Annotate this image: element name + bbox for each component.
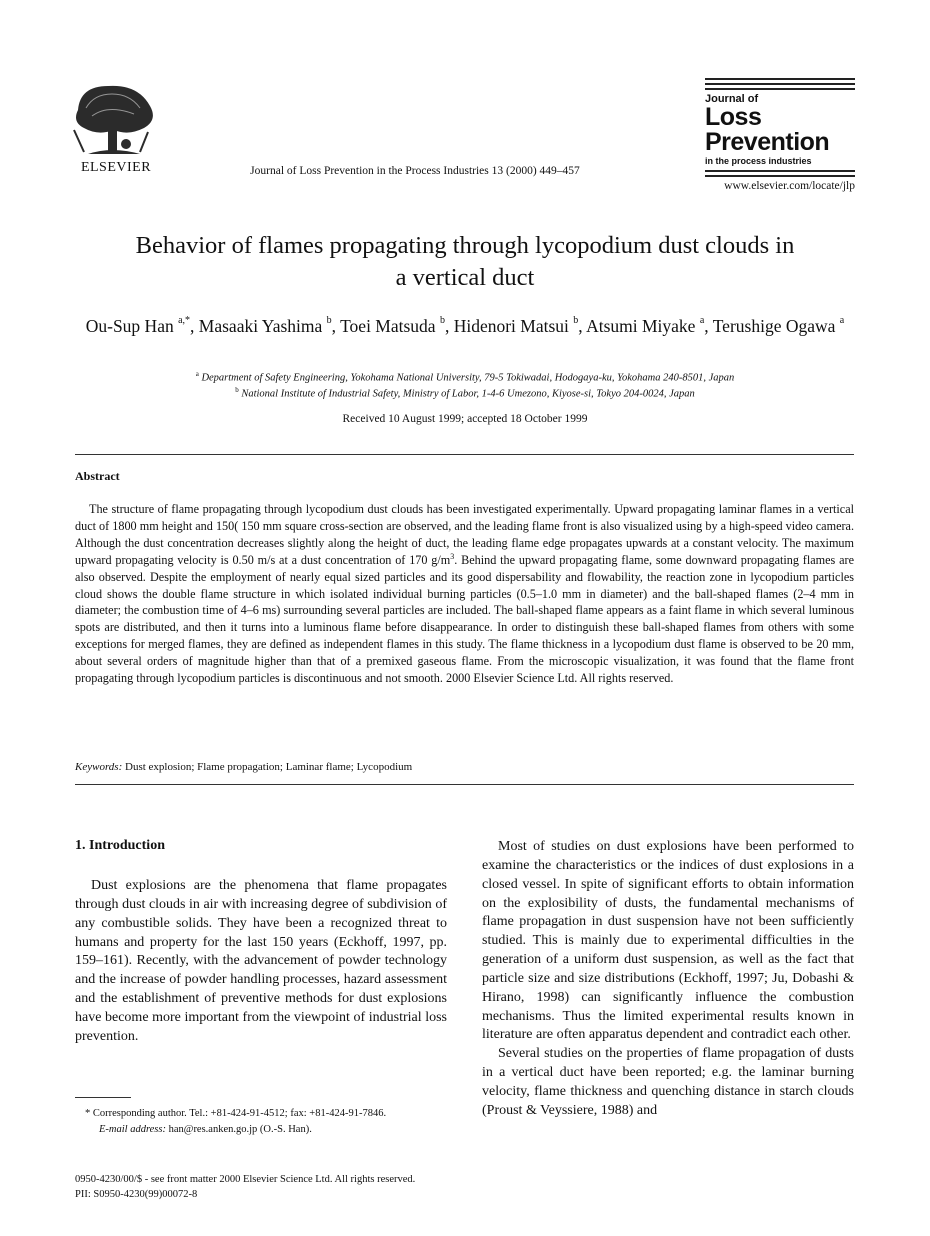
article-title (60, 230, 870, 294)
author-affil-mark: a,* (178, 315, 191, 326)
footnote-divider (75, 1097, 131, 1098)
abstract-heading: Abstract (75, 469, 120, 483)
logo-prevention: Prevention (705, 128, 830, 156)
email-line: E-mail address: han@res.anken.go.jp (O.-S. Han). (99, 1123, 312, 1135)
author-name: Terushige Ogawa (712, 315, 836, 336)
divider (75, 784, 854, 785)
author-affil-mark: a (839, 315, 845, 326)
author-name: Atsumi Miyake (586, 315, 696, 336)
logo-tagline: in the process industries (705, 156, 812, 166)
publisher-name: ELSEVIER (80, 160, 152, 175)
journal-logo (705, 78, 855, 180)
author-name: Hidenori Matsui (453, 315, 569, 336)
paragraph: Most of studies on dust explosions have been performed to examine the characteristics or the indices of dust explosions in a closed vessel. In spite of significant efforts to obtain information on the explosibility of dusts, the fundamental mechanisms of flame propagation in dust suspension have not been sufficiently studied. This is mainly due to experimental difficulties in the generation of a uniform dust suspension, as well as the fact that particle size and size distributions (Eckhoff, 1997; Ju, Dobashi & Hirano, 1998) can significantly influence the combustion mechanisms. Thus the limited experimental results known in literature are often apparatus dependent and contradict each other. (482, 839, 854, 1043)
journal-website-link[interactable]: www.elsevier.com/locate/jlp (724, 180, 855, 192)
right-column (482, 838, 854, 1121)
author-list: Ou-Sup Han $^{a,*}$, Masaaki Yashima $^b$, Toei Matsuda $^b$, Hidenori Matsui $^b$, Atsumi Miyake $^a$, Terushige Ogawa $^a$ (85, 315, 845, 336)
pii-line: PII: S0950-4230(99)00072-8 (75, 1189, 198, 1200)
logo-small-text: Journal of (705, 93, 759, 105)
copyright-block (75, 1172, 415, 1202)
author-affil-mark: b (326, 315, 332, 326)
keywords (75, 761, 412, 773)
affiliation-b: $^b$ National Institute of Industrial Safety, Ministry of Labor, 1-4-6 Umezono, Kiyose-si, Tokyo 204-0024, Japan (235, 386, 695, 400)
copyright-line: 0950-4230/00/$ - see front matter 2000 Elsevier Science Ltd. All rights reserved. (75, 1174, 416, 1185)
footnote (75, 1106, 447, 1137)
author-affil-mark: b (573, 315, 579, 326)
author-affil-mark: b (439, 315, 445, 326)
divider (75, 454, 854, 455)
journal-citation: Journal of Loss Prevention in the Process Industries 13 (2000) 449–457 (250, 165, 580, 177)
author-affil-mark: a (699, 315, 705, 326)
abstract-text: The structure of flame propagating through lycopodium dust clouds has been investigated experimentally. Upward propagating laminar flames in a vertical duct of 1800 mm height and 150( 150 mm square cross-section are observed, and the leading flame front is also visualized using by a high-speed video camera. Although the dust concentration decreases slightly along the height of duct, the leading flame edge propagates upwards at a constant velocity. The maximum upward propagating velocity is 0.50 m/s at a dust concentration of 170 $g/m^3$. Behind the upward propagating flame, some downward propagating flames are also observed. Despite the employment of nearly equal sized particles and its good dispersability and flowability, the reaction zone in lycopodium particles cloud shows the double flame structure in which isolated individual burning particles (0.5–1.0 mm in diameter) and the ball-shaped flames (2–4 mm in diameter; the combustion time of 4–6 ms) surrounding several particles are included. The ball-shaped flame appears as a faint flame in which several luminous spots are distributed, and then it turns into a luminous flame before disappearance. In order to distinguish these ball-shaped flames from others with some exceptions for merged flames, they are defined as independent flames in this study. The flame thickness in a lycopodium dust flame is observed to be 20 mm, about several orders of magnitude higher than that of a premixed gaseous flame. From the microscopic visualization, it was found that the flame front propagating through lycopodium particles is discontinuous and not smooth. 2000 Elsevier Science Ltd. All rights reserved. (75, 502, 854, 686)
corresponding-author-note: * Corresponding author. Tel.: +81-424-91-4512; fax: +81-424-91-7846. (85, 1108, 387, 1119)
elsevier-tree-logo (68, 80, 160, 158)
left-column (75, 877, 447, 1047)
title-line-2: a vertical duct (395, 264, 535, 291)
affiliation-a: $^a$ Department of Safety Engineering, Yokohama National University, 79-5 Tokiwadai, Hodogaya-ku, Yokohama 240-8501, Japan (195, 370, 735, 384)
section-heading: 1. Introduction (75, 838, 165, 853)
keywords-label: Keywords: (75, 761, 123, 773)
author-name: Toei Matsuda (340, 315, 436, 336)
keywords-list: Dust explosion; Flame propagation; Laminar flame; Lycopodium (125, 761, 413, 773)
paragraph: Dust explosions are the phenomena that flame propagates through dust clouds in air with increasing degree of subdivision of any combustible solids. They have been a recognized threat to humans and property for the last 150 years (Eckhoff, 1997, pp. 159–161). Recently, with the advancement of powder technology and the increase of powder handling processes, hazard assessment and the establishment of preventive methods for dust explosions have become more important from the viewpoint of industrial loss prevention. (75, 878, 447, 1044)
email-address[interactable]: han@res.anken.go.jp (168, 1123, 258, 1135)
received-dates: Received 10 August 1999; accepted 18 October 1999 (342, 413, 588, 425)
paragraph: Several studies on the properties of flame propagation of dusts in a vertical duct have been reported; e.g. the laminar burning velocity, flame thickness and quenching distance in starch clouds (Proust & Veyssiere, 1988) and (482, 1046, 854, 1118)
author-name: Masaaki Yashima (198, 315, 323, 336)
author-name: Ou-Sup Han (85, 315, 174, 336)
title-line-1: Behavior of flames propagating through lycopodium dust clouds in (135, 232, 795, 259)
logo-loss: Loss (705, 103, 762, 131)
